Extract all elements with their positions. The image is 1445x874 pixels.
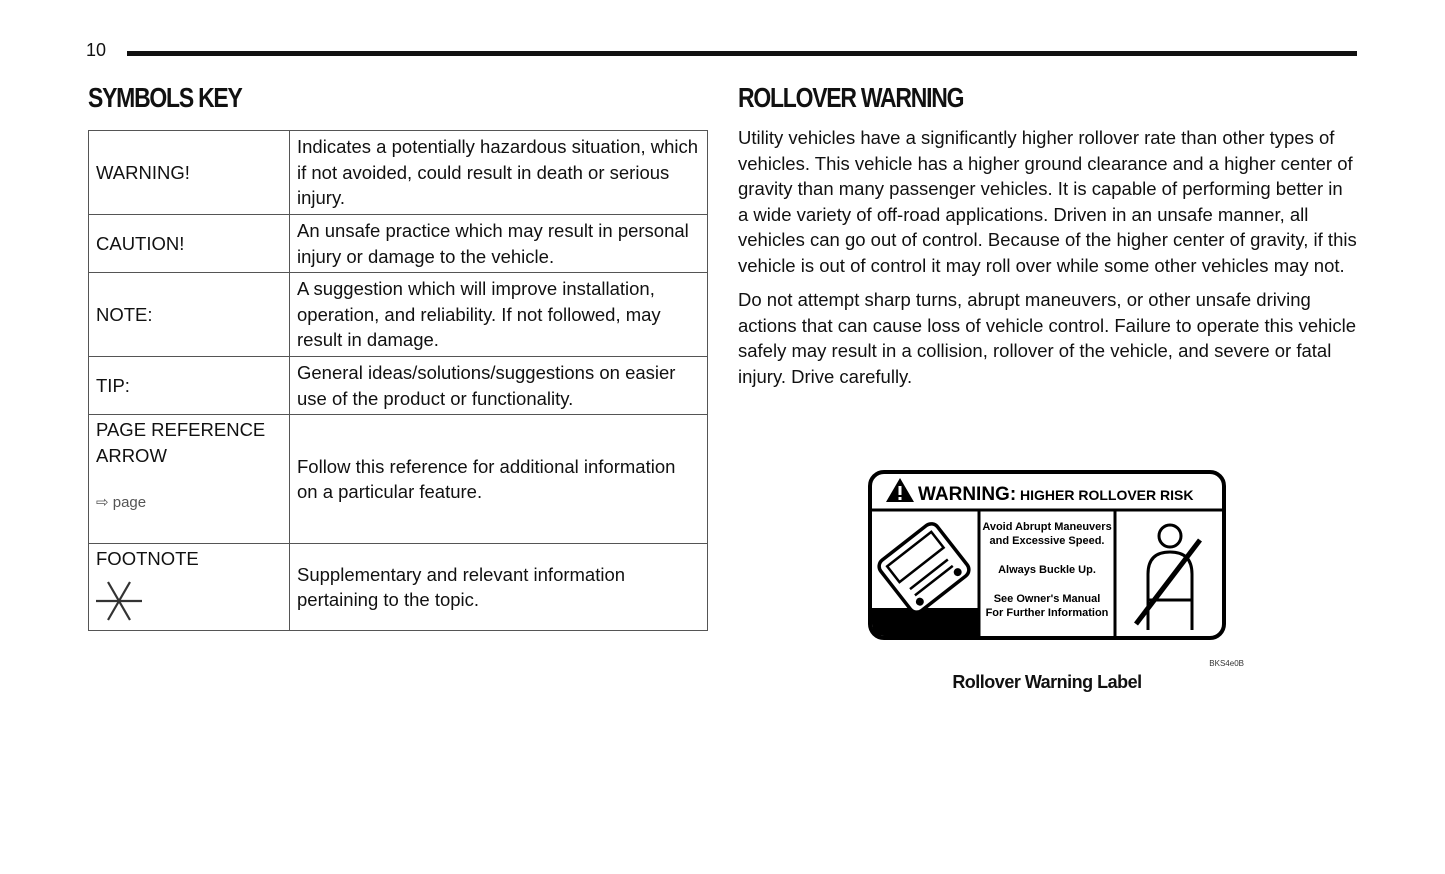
page-number: 10	[86, 40, 107, 60]
table-row	[89, 215, 708, 273]
footnote-label: FOOTNOTE	[96, 548, 199, 569]
rollover-body	[738, 125, 1358, 398]
term-note: NOTE:	[89, 273, 290, 357]
rollover-paragraph-1: Utility vehicles have a significantly higher rollover rate than other types of vehicles. This vehicle has a higher ground clearance and a higher center of gravity than many passenger vehicles. It is capable of performing better in a wide variety of off-road applications. Driven in an unsafe manner, all vehicles can go out of control. Because of the higher center of gravity, if this vehicle is out of control it may roll over while some other vehicles may not.	[738, 127, 1357, 276]
header-rule	[127, 51, 1357, 56]
description-warning: Indicates a potentially hazardous situation, which if not avoided, could result in death or serious injury.	[290, 131, 708, 215]
term-caution: CAUTION!	[89, 215, 290, 273]
description-caution: An unsafe practice which may result in personal injury or damage to the vehicle.	[290, 215, 708, 273]
table-row	[89, 131, 708, 215]
label-black-band	[872, 608, 979, 636]
description-note: A suggestion which will improve installation, operation, and reliability. If not followed, may result in damage.	[290, 273, 708, 357]
table-row	[89, 357, 708, 415]
description-page-reference: Follow this reference for additional information on a particular feature.	[290, 415, 708, 544]
symbols-key-title: SYMBOLS KEY	[88, 82, 242, 113]
footnote-icon	[96, 580, 142, 622]
table-row	[89, 415, 708, 544]
figure-caption: Rollover Warning Label	[952, 672, 1142, 692]
table-row	[89, 544, 708, 631]
label-line-5: For Further Information	[985, 607, 1109, 619]
label-line-1: Avoid Abrupt Maneuvers	[982, 521, 1112, 533]
description-footnote: Supplementary and relevant information pertaining to the topic.	[290, 544, 708, 631]
term-page-reference	[89, 415, 290, 544]
term-footnote	[89, 544, 290, 631]
rollover-warning-title: ROLLOVER WARNING	[738, 82, 964, 113]
page-reference-arrow-icon: ⇨ page	[96, 494, 147, 511]
term-warning: WARNING!	[89, 131, 290, 215]
table-row	[89, 273, 708, 357]
label-line-2: and Excessive Speed.	[989, 535, 1105, 547]
label-heading-warning: WARNING:	[918, 484, 1017, 505]
label-heading-risk: HIGHER ROLLOVER RISK	[1020, 487, 1194, 503]
page-reference-label: PAGE REFERENCE ARROW	[96, 419, 266, 466]
label-line-3: Always Buckle Up.	[998, 564, 1096, 576]
rollover-warning-label-figure	[848, 440, 1246, 670]
description-tip: General ideas/solutions/suggestions on easier use of the product or functionality.	[290, 357, 708, 415]
symbols-key-table	[88, 130, 708, 631]
label-code: BKS4e0B	[1209, 659, 1244, 668]
label-line-4: See Owner's Manual	[993, 593, 1101, 605]
rollover-paragraph-2: Do not attempt sharp turns, abrupt maneuvers, or other unsafe driving actions that can cause loss of vehicle control. Failure to operate this vehicle safely may result in a collision, rollover of the vehicle, and severe or fatal injury. Drive carefully.	[738, 289, 1357, 387]
term-tip: TIP:	[89, 357, 290, 415]
